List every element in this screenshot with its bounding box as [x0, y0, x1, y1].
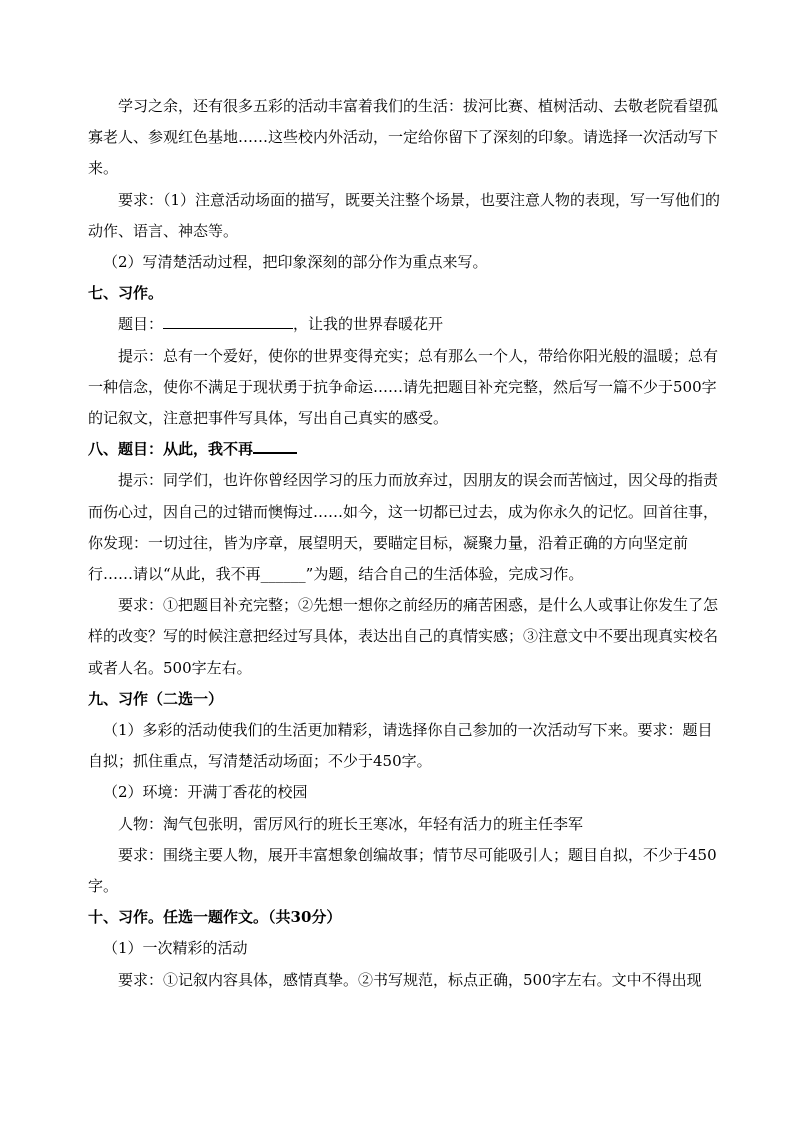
- section-10-requirement: 要求：①记叙内容具体，感情真挚。②书写规范，标点正确，500字左右。文中不得出现: [118, 970, 702, 989]
- section-7-title-prefix: 题目：: [118, 315, 164, 334]
- section-9-option-2-environment: （2）环境：开满丁香花的校园: [103, 783, 308, 802]
- section-8-hint: 提示：同学们，也许你曾经因学习的压力而放弃过，因朋友的误会而苦恼过，因父母的指责而伤心过，因自己的过错而懊悔过……如今，这一切都已过去，成为你永久的记忆。回首往事，你发现：一切过往，皆为序章，展望明天，要瞄定目标，凝聚力量，沿着正确的方向坚定前行……请以“从此，我不再______”为题，结合自己的生活体验，完成习作。: [88, 471, 719, 584]
- section-10-option-1: （1）一次精彩的活动: [103, 939, 248, 958]
- section-7-title-line: [88, 309, 722, 340]
- section-8-heading-line: [88, 434, 722, 465]
- section-7-heading: 七、习作。: [88, 284, 164, 303]
- section-7-title-suffix: ，让我的世界春暖花开: [293, 315, 444, 334]
- section-8-requirement: 要求：①把题目补充完整；②先想一想你之前经历的痛苦困惑，是什么人或事让你发生了怎样的改变？写的时候注意把经过写具体，表达出自己的真情实感；③注意文中不要出现真实校名或者人名。500字左右。: [88, 596, 719, 677]
- section-10-heading: 十、习作。任选一题作文。（共30分）: [88, 908, 342, 927]
- intro-requirement-1: 要求：（1）注意活动场面的描写，既要关注整个场景，也要注意人物的表现，写一写他们的动作、语言、神态等。: [88, 190, 721, 240]
- section-9-heading: 九、习作（二选一）: [88, 689, 224, 708]
- intro-paragraph: 学习之余，还有很多五彩的活动丰富着我们的生活：拔河比赛、植树活动、去敬老院看望孤寡老人、参观红色基地……这些校内外活动，一定给你留下了深刻的印象。请选择一次活动写下来。: [88, 97, 719, 178]
- section-8-heading: 八、题目：从此，我不再: [88, 440, 254, 459]
- section-9-option-2-people: 人物：淘气包张明，雷厉风行的班长王寒冰，年轻有活力的班主任李军: [118, 814, 584, 833]
- intro-requirement-2: （2）写清楚活动过程，把印象深刻的部分作为重点来写。: [103, 253, 488, 272]
- title-blank: [163, 312, 293, 329]
- section-7-hint: 提示：总有一个爱好，使你的世界变得充实；总有那么一个人，带给你阳光般的温暖；总有一种信念，使你不满足于现状勇于抗争命运……请先把题目补充完整，然后写一篇不少于500字的记叙文，注意把事件写具体，写出自己真实的感受。: [88, 346, 719, 428]
- document-page: [88, 91, 722, 996]
- section-9-option-1: （1）多彩的活动使我们的生活更加精彩，请选择你自己参加的一次活动写下来。要求：题目自拟；抓住重点，写清楚活动场面；不少于450字。: [88, 721, 713, 771]
- section-9-option-2-requirement: 要求：围绕主要人物，展开丰富想象创编故事；情节尽可能吸引人；题目自拟，不少于450字。: [88, 845, 717, 896]
- heading-blank: [253, 436, 297, 454]
